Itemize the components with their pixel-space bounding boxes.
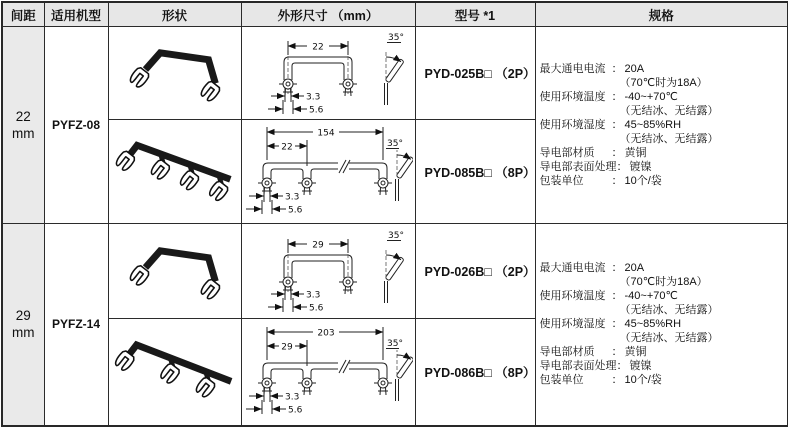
spec-colon: ： [611,63,623,75]
fork-terminal-icon [199,80,221,103]
dim-span-label: 29 [281,342,293,353]
pitch-value: 29 [15,308,31,324]
spec-colon: ： [611,318,623,331]
jumper-bar-spec-table [1,1,788,427]
col-header-model: 适用机型 [44,2,108,27]
dimension-diagram-8p [243,122,413,222]
dims-cell-2p [241,27,415,120]
specs-cell-group1 [535,27,788,224]
spec-packing-unit [540,373,786,387]
dimension-diagram-2p [243,226,413,316]
spec-value: 10个/袋 [624,175,662,187]
dim-angle-label: 35° [388,231,404,241]
shape-cell-8p [108,319,241,426]
spec-value: 45~85%RH [624,119,682,131]
pitch-value: 22 [15,109,31,124]
spec-colon: ： [611,175,623,187]
dims-cell-2p [241,224,415,319]
spec-colon: ： [611,346,623,359]
shape-cell-8p [108,120,241,224]
fork-terminal-icon [374,178,392,195]
dim-angle-label: 35° [387,138,403,149]
dim-total-label: 154 [317,128,335,138]
spec-packing-unit [540,174,786,188]
spec-ambient-temp [540,90,786,104]
col-header-specs: 规格 [535,2,788,27]
col-header-pitch: 间距 [2,2,44,27]
jumper-8p-illustration [109,320,240,424]
model-cell-pyfz-14: PYFZ-14 [44,224,108,426]
type-cell-pyd-086b: PYD-086B□ （8P） [415,319,535,426]
spec-note: （无结冰、无结露） [619,105,719,117]
jumper-2p-illustration [109,226,240,317]
spec-ambient-humidity [540,317,786,331]
spec-value: 20A [624,63,645,75]
spec-note: （无结冰、无结露） [619,133,719,145]
shape-cell-2p [108,224,241,319]
fork-terminal-icon [258,378,276,395]
dim-fork-outer-label: 5.6 [288,205,303,215]
fork-terminal-icon [194,376,216,399]
dim-fork-outer-label: 5.6 [309,303,324,314]
fork-terminal-icon [208,179,230,201]
spec-value: -40~+70℃ [624,290,678,303]
jumper-8p-illustration [109,121,240,223]
fork-terminal-icon [298,378,316,395]
fork-terminal-icon [374,378,392,395]
spec-note: （无结冰、无结露） [619,332,719,345]
shape-cell-2p [108,27,241,120]
spec-label: 包装单位 [539,374,584,387]
row-pyd-025b [2,27,788,120]
col-header-dimensions: 外形尺寸 （mm） [241,2,415,27]
spec-value: 黄铜 [624,147,647,159]
spec-max-current [540,261,786,275]
spec-max-current [540,62,786,76]
type-cell-pyd-025b: PYD-025B□ （2P） [415,27,535,120]
col-header-shape: 形状 [108,2,241,27]
spec-surface-treatment [540,359,786,373]
header-row [2,2,788,27]
pitch-unit: mm [12,126,35,141]
dim-fork-inner-label: 3.3 [285,192,300,202]
jumper-2p-illustration [109,28,240,119]
spec-surface-treatment [540,160,786,174]
spec-label: 导电部表面处理 [539,360,617,373]
row-pyd-026b [2,224,788,319]
fork-terminal-icon [298,178,316,195]
dims-cell-8p [241,319,415,426]
pitch-cell-22mm [2,27,44,224]
col-header-type: 型号 *1 [415,2,535,27]
spec-value: 45~85%RH [624,318,682,331]
dim-angle-label: 35° [388,33,404,43]
spec-value: 镀镍 [629,161,652,173]
spec-colon: ： [616,360,628,373]
dims-cell-8p [241,120,415,224]
fork-terminal-icon [178,169,200,191]
spec-note: （70℃时为18A） [619,276,708,289]
dim-span-label: 22 [281,142,293,152]
spec-label: 使用环境温度 [539,290,606,303]
fork-terminal-icon [199,278,221,301]
specs-cell-group2 [535,224,788,426]
spec-colon: ： [616,161,628,173]
spec-note: （70℃时为18A） [619,77,708,89]
spec-value: 10个/袋 [624,374,662,387]
spec-colon: ： [611,91,623,103]
spec-conductor-material [540,345,786,359]
dim-fork-inner-label: 3.3 [306,92,321,103]
spec-label: 包装单位 [539,175,584,187]
fork-terminal-icon [159,362,181,385]
spec-ambient-humidity [540,118,786,132]
fork-terminal-icon [258,178,276,195]
spec-value: -40~+70℃ [624,91,678,103]
spec-colon: ： [611,290,623,303]
dim-fork-inner-label: 3.3 [285,392,300,403]
pitch-unit: mm [12,325,35,341]
type-cell-pyd-085b: PYD-085B□ （8P） [415,120,535,224]
dim-span-label: 29 [312,240,324,251]
spec-label: 使用环境湿度 [539,119,606,131]
dim-fork-outer-label: 5.6 [288,405,303,416]
spec-label: 最大通电电流 [539,262,606,275]
spec-label: 使用环境温度 [539,91,606,103]
spec-label: 最大通电电流 [539,63,606,75]
dim-fork-outer-label: 5.6 [309,105,324,116]
spec-colon: ： [611,262,623,275]
spec-conductor-material [540,146,786,160]
type-cell-pyd-026b: PYD-026B□ （2P） [415,224,535,319]
spec-value: 20A [624,262,645,275]
spec-value: 镀镍 [629,360,652,373]
spec-colon: ： [611,374,623,387]
dim-angle-label: 35° [387,338,403,349]
spec-label: 使用环境湿度 [539,318,606,331]
pitch-cell-29mm [2,224,44,426]
spec-colon: ： [611,147,623,159]
dim-fork-inner-label: 3.3 [306,290,321,301]
spec-label: 导电部表面处理 [539,161,617,173]
spec-note: （无结冰、无结露） [619,304,719,317]
spec-colon: ： [611,119,623,131]
dimension-diagram-2p [243,28,413,118]
model-cell-pyfz-08: PYFZ-08 [44,27,108,224]
spec-label: 导电部材质 [539,346,595,359]
dimension-diagram-8p [243,322,413,422]
fork-terminal-icon [149,158,171,180]
dim-span-label: 22 [312,42,324,53]
spec-label: 导电部材质 [539,147,595,159]
spec-ambient-temp [540,289,786,303]
dim-total-label: 203 [317,328,335,339]
spec-value: 黄铜 [624,346,647,359]
